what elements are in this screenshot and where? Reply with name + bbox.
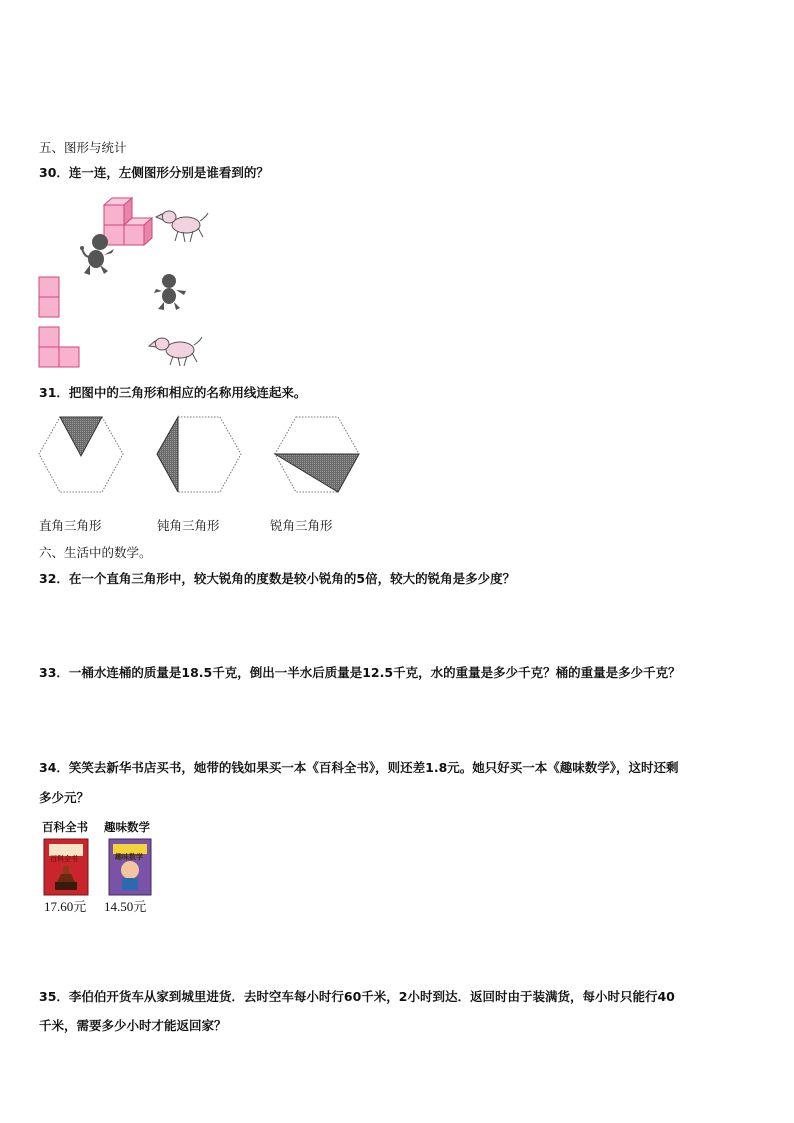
- label-obtuse-triangle: 钝角三角形: [157, 518, 220, 533]
- book-2-cover-text: 趣味数学: [115, 853, 143, 861]
- view-l-shape: [39, 327, 79, 367]
- book-cover-baike: [44, 839, 88, 895]
- book-1-cover-text: 百科全书: [50, 855, 78, 863]
- hexagon-acute: [39, 417, 123, 492]
- book-1-price: 17.60元: [44, 899, 87, 914]
- book-2-price: 14.50元: [104, 899, 147, 914]
- book-1-title: 百科全书: [42, 820, 88, 834]
- cube-stack: [104, 198, 152, 245]
- dog-icon-2: [149, 337, 202, 366]
- question-34-line-1: 34．笑笑去新华书店买书，她带的钱如果买一本《百科全书》，则还差1.8元。她只好买一本《趣味数学》，这时还剩: [39, 760, 679, 775]
- monkey-icon-2: [154, 274, 186, 310]
- question-35-line-1: 35．李伯伯开货车从家到城里进货．去时空车每小时行60千米，2小时到达．返回时由于装满货，每小时只能行40: [39, 989, 675, 1004]
- label-acute-triangle: 锐角三角形: [270, 518, 333, 533]
- label-right-triangle: 直角三角形: [39, 518, 102, 533]
- section-5-heading: 五、图形与统计: [39, 140, 127, 155]
- question-34-line-2: 多少元？: [39, 790, 90, 805]
- book-images: [40, 822, 170, 917]
- question-32: 32．在一个直角三角形中，较大锐角的度数是较小锐角的5倍，较大的锐角是多少度？: [39, 571, 516, 586]
- question-35-line-2: 千米，需要多少小时才能返回家？: [39, 1018, 227, 1033]
- question-31: 31．把图中的三角形和相应的名称用线连起来。: [39, 385, 307, 400]
- q30-figure: [38, 195, 218, 373]
- question-33: 33．一桶水连桶的质量是18.5千克，倒出一半水后质量是12.5千克，水的重量是多少千克？桶的重量是多少千克？: [39, 665, 681, 680]
- dog-icon: [156, 211, 208, 242]
- hexagon-right: [157, 417, 241, 492]
- view-two-squares: [39, 277, 59, 317]
- question-30: 30．连一连，左侧图形分别是谁看到的？: [39, 165, 269, 180]
- hexagon-obtuse: [275, 417, 359, 492]
- q31-hexagons: [38, 415, 368, 497]
- book-cover-quwei: [109, 839, 151, 895]
- book-2-title: 趣味数学: [104, 820, 150, 834]
- section-6-heading: 六、生活中的数学。: [39, 545, 152, 560]
- book-covers: [43, 838, 163, 896]
